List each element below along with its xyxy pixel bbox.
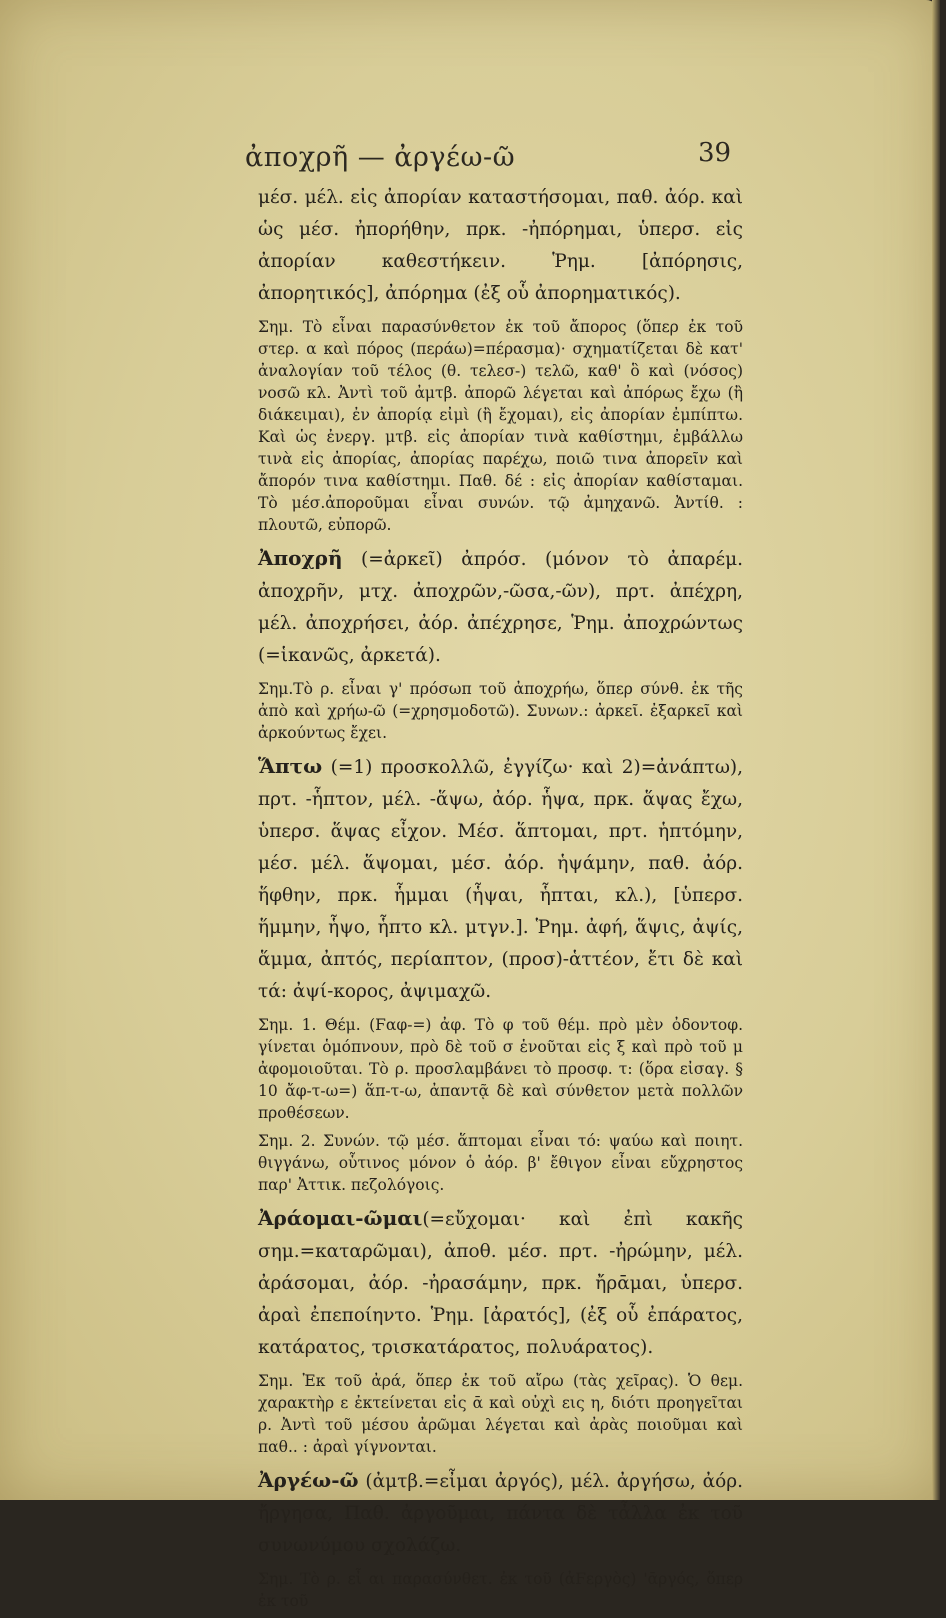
paragraph-continuation: μέσ. μέλ. εἰς ἀπορίαν καταστήσομαι, παθ. ἀόρ. καὶ ὡς μέσ. ἠπορήθην, πρκ. -ἠπόρημαι, ὑπερσ. εἰς ἀπορίαν καθεστήκειν. Ῥημ. [ἀπόρησις, ἀπορητικός], ἀπόρημα (ἐξ οὗ ἀπορηματικός). — [258, 187, 743, 304]
entry-apochre — [258, 542, 743, 672]
entry-araomai-text: (=εὔχομαι· καὶ ἐπὶ κακῆς σημ.=καταρῶμαι), ἀποθ. μέσ. πρτ. -ἠρώμην, μέλ. ἀράσομαι, ἀόρ. -ἠρασάμην, πρκ. ἤρᾱμαι, ὑπερσ. ἀραὶ ἐπεποίηντο. Ῥημ. [ἀρατός], (ἐξ οὗ ἐπάρατος, κατάρατος, τρισκατάρατος, πολυάρατος). — [258, 1209, 743, 1358]
headword-argeo: Ἀργέω-ῶ — [258, 1468, 359, 1492]
note-aporo: Σημ. Τὸ εἶναι παρασύνθετον ἐκ τοῦ ἄπορος (ὅπερ ἐκ τοῦ στερ. α καὶ πόρος (περάω)=πέρασμα)· σχηματίζεται δὲ κατ' ἀναλογίαν τοῦ τέλος (θ. τελεσ-) τελῶ, καθ' ὃ καὶ (νόσος) νοσῶ κλ. Ἀντὶ τοῦ ἀμτβ. ἀπορῶ λέγεται καὶ ἀπόρως ἔχω (ἢ διάκειμαι), ἐν ἀπορίᾳ εἰμὶ (ἢ ἔχομαι), εἰς ἀπορίαν ἐμπίπτω. Καὶ ὡς ἐνεργ. μτβ. εἰς ἀπορίαν τινὰ καθίστημι, ἐμβάλλω τινὰ εἰς ἀπορίας, ἀπορίας παρέχω, ποιῶ τινα ἀπορεῖν καὶ ἄπορόν τινα καθίστημι. Παθ. δέ : εἰς ἀπορίαν καθίσταμαι. Τὸ μέσ.ἀποροῦμαι εἶναι συνών. τῷ ἀμηχανῶ. Ἀντίθ. : πλουτῶ, εὐπορῶ. — [258, 318, 743, 534]
page-number: 39 — [698, 138, 732, 168]
note-apto-1: Σημ. 1. Θέμ. (Ϝαφ-=) ἀφ. Τὸ φ τοῦ θέμ. πρὸ μὲν ὀδοντοφ. γίνεται ὁμόπνουν, πρὸ δὲ τοῦ σ ἑνοῦται εἰς ξ καὶ πρὸ τοῦ μ ἀφομοιοῦται. Τὸ ρ. προσλαμβάνει τὸ προσφ. τ: (ὅρα εἰσαγ. § 10 ἄφ-τ-ω=) ἅπ-τ-ω, ἀπαντᾷ δὲ καὶ σύνθετον μετὰ πολλῶν προθέσεων. — [258, 1016, 743, 1122]
entry-argeo-text: (ἀμτβ.=εἶμαι ἀργός), μέλ. ἀργήσω, ἀόρ. ἤργησα, Παθ. ἀργοῦμαι, πάντα δὲ τἆλλα ἐκ τοῦ συνωνύμου σχολάζω. — [258, 1471, 743, 1556]
entry-argeo — [258, 1464, 743, 1562]
headword-apto: Ἅπτω — [258, 754, 323, 778]
note-argeo: Σημ. Τὸ ρ. εἶ αι παρασύνθετ. ἐκ τοῦ (ἀϜεργὸς) 'ᾱργός, ὅπερ ἐκ τοῦ — [258, 1570, 743, 1610]
note-apochre: Σημ.Τὸ ρ. εἶναι γ' πρόσωπ τοῦ ἀποχρήω, ὅπερ σύνθ. ἐκ τῆς ἀπὸ καὶ χρήω-ῶ (=χρησμοδοτῶ). Συνων.: ἀρκεῖ. ἐξαρκεῖ καὶ ἀρκούντως ἔχει. — [258, 680, 743, 742]
headword-apochre: Ἀποχρῆ — [258, 546, 343, 570]
headword-araomai: Ἀράομαι-ῶμαι — [258, 1206, 423, 1230]
entry-apochre-text: (=ἀρκεῖ) ἀπρόσ. (μόνον τὸ ἀπαρέμ. ἀποχρῆν, μτχ. ἀποχρῶν,-ῶσα,-ῶν), πρτ. ἀπέχρη, μέλ. ἀποχρήσει, ἀόρ. ἀπέχρησε, Ῥημ. ἀποχρώντως (=ἱκανῶς, ἀρκετά). — [258, 549, 743, 666]
running-head: ἀποχρῆ — ἀργέω-ῶ — [245, 142, 516, 173]
entry-apto-text: (=1) προσκολλῶ, ἐγγίζω· καὶ 2)=ἀνάπτω), πρτ. -ἧπτον, μέλ. -ἅψω, ἀόρ. ἧψα, πρκ. ἅψας ἔχω, ὑπερσ. ἅψας εἶχον. Μέσ. ἅπτομαι, πρτ. ἡπτόμην, μέσ. μέλ. ἅψομαι, μέσ. ἀόρ. ἡψάμην, παθ. ἀόρ. ἥφθην, πρκ. ἧμμαι (ἧψαι, ἧπται, κλ.), [ὑπερσ. ἥμμην, ἧψο, ἧπτο κλ. μτγν.]. Ῥημ. ἀφή, ἅψις, ἀψίς, ἅμμα, ἀπτός, περίαπτον, (προσ)-ἁττέον, ἔτι δὲ καὶ τά: ἀψί-κορος, ἀψιμαχῶ. — [258, 757, 743, 1002]
note-apto-2: Σημ. 2. Συνών. τῷ μέσ. ἅπτομαι εἶναι τό: ψαύω καὶ ποιητ. θιγγάνω, οὗτινος μόνον ὁ ἀόρ. β' ἔθιγον εἶναι εὔχρηστος παρ' Ἀττικ. πεζολόγοις. — [258, 1132, 743, 1194]
entry-apto — [258, 750, 743, 1008]
entry-araomai — [258, 1202, 743, 1364]
note-araomai: Σημ. Ἐκ τοῦ ἀρά, ὅπερ ἐκ τοῦ αἴρω (τὰς χεῖρας). Ὁ θεμ. χαρακτὴρ ε ἐκτείνεται εἰς ᾱ καὶ οὐχὶ εις η, διότι προηγεῖται ρ. Ἀντὶ τοῦ μέσου ἀρῶμαι λέγεται καὶ ἀρὰς ποιοῦμαι καὶ παθ.. : ἀραὶ γίγνονται. — [258, 1372, 743, 1456]
page-body — [258, 182, 743, 1618]
page-header — [0, 138, 946, 178]
page-edge — [932, 0, 940, 1500]
